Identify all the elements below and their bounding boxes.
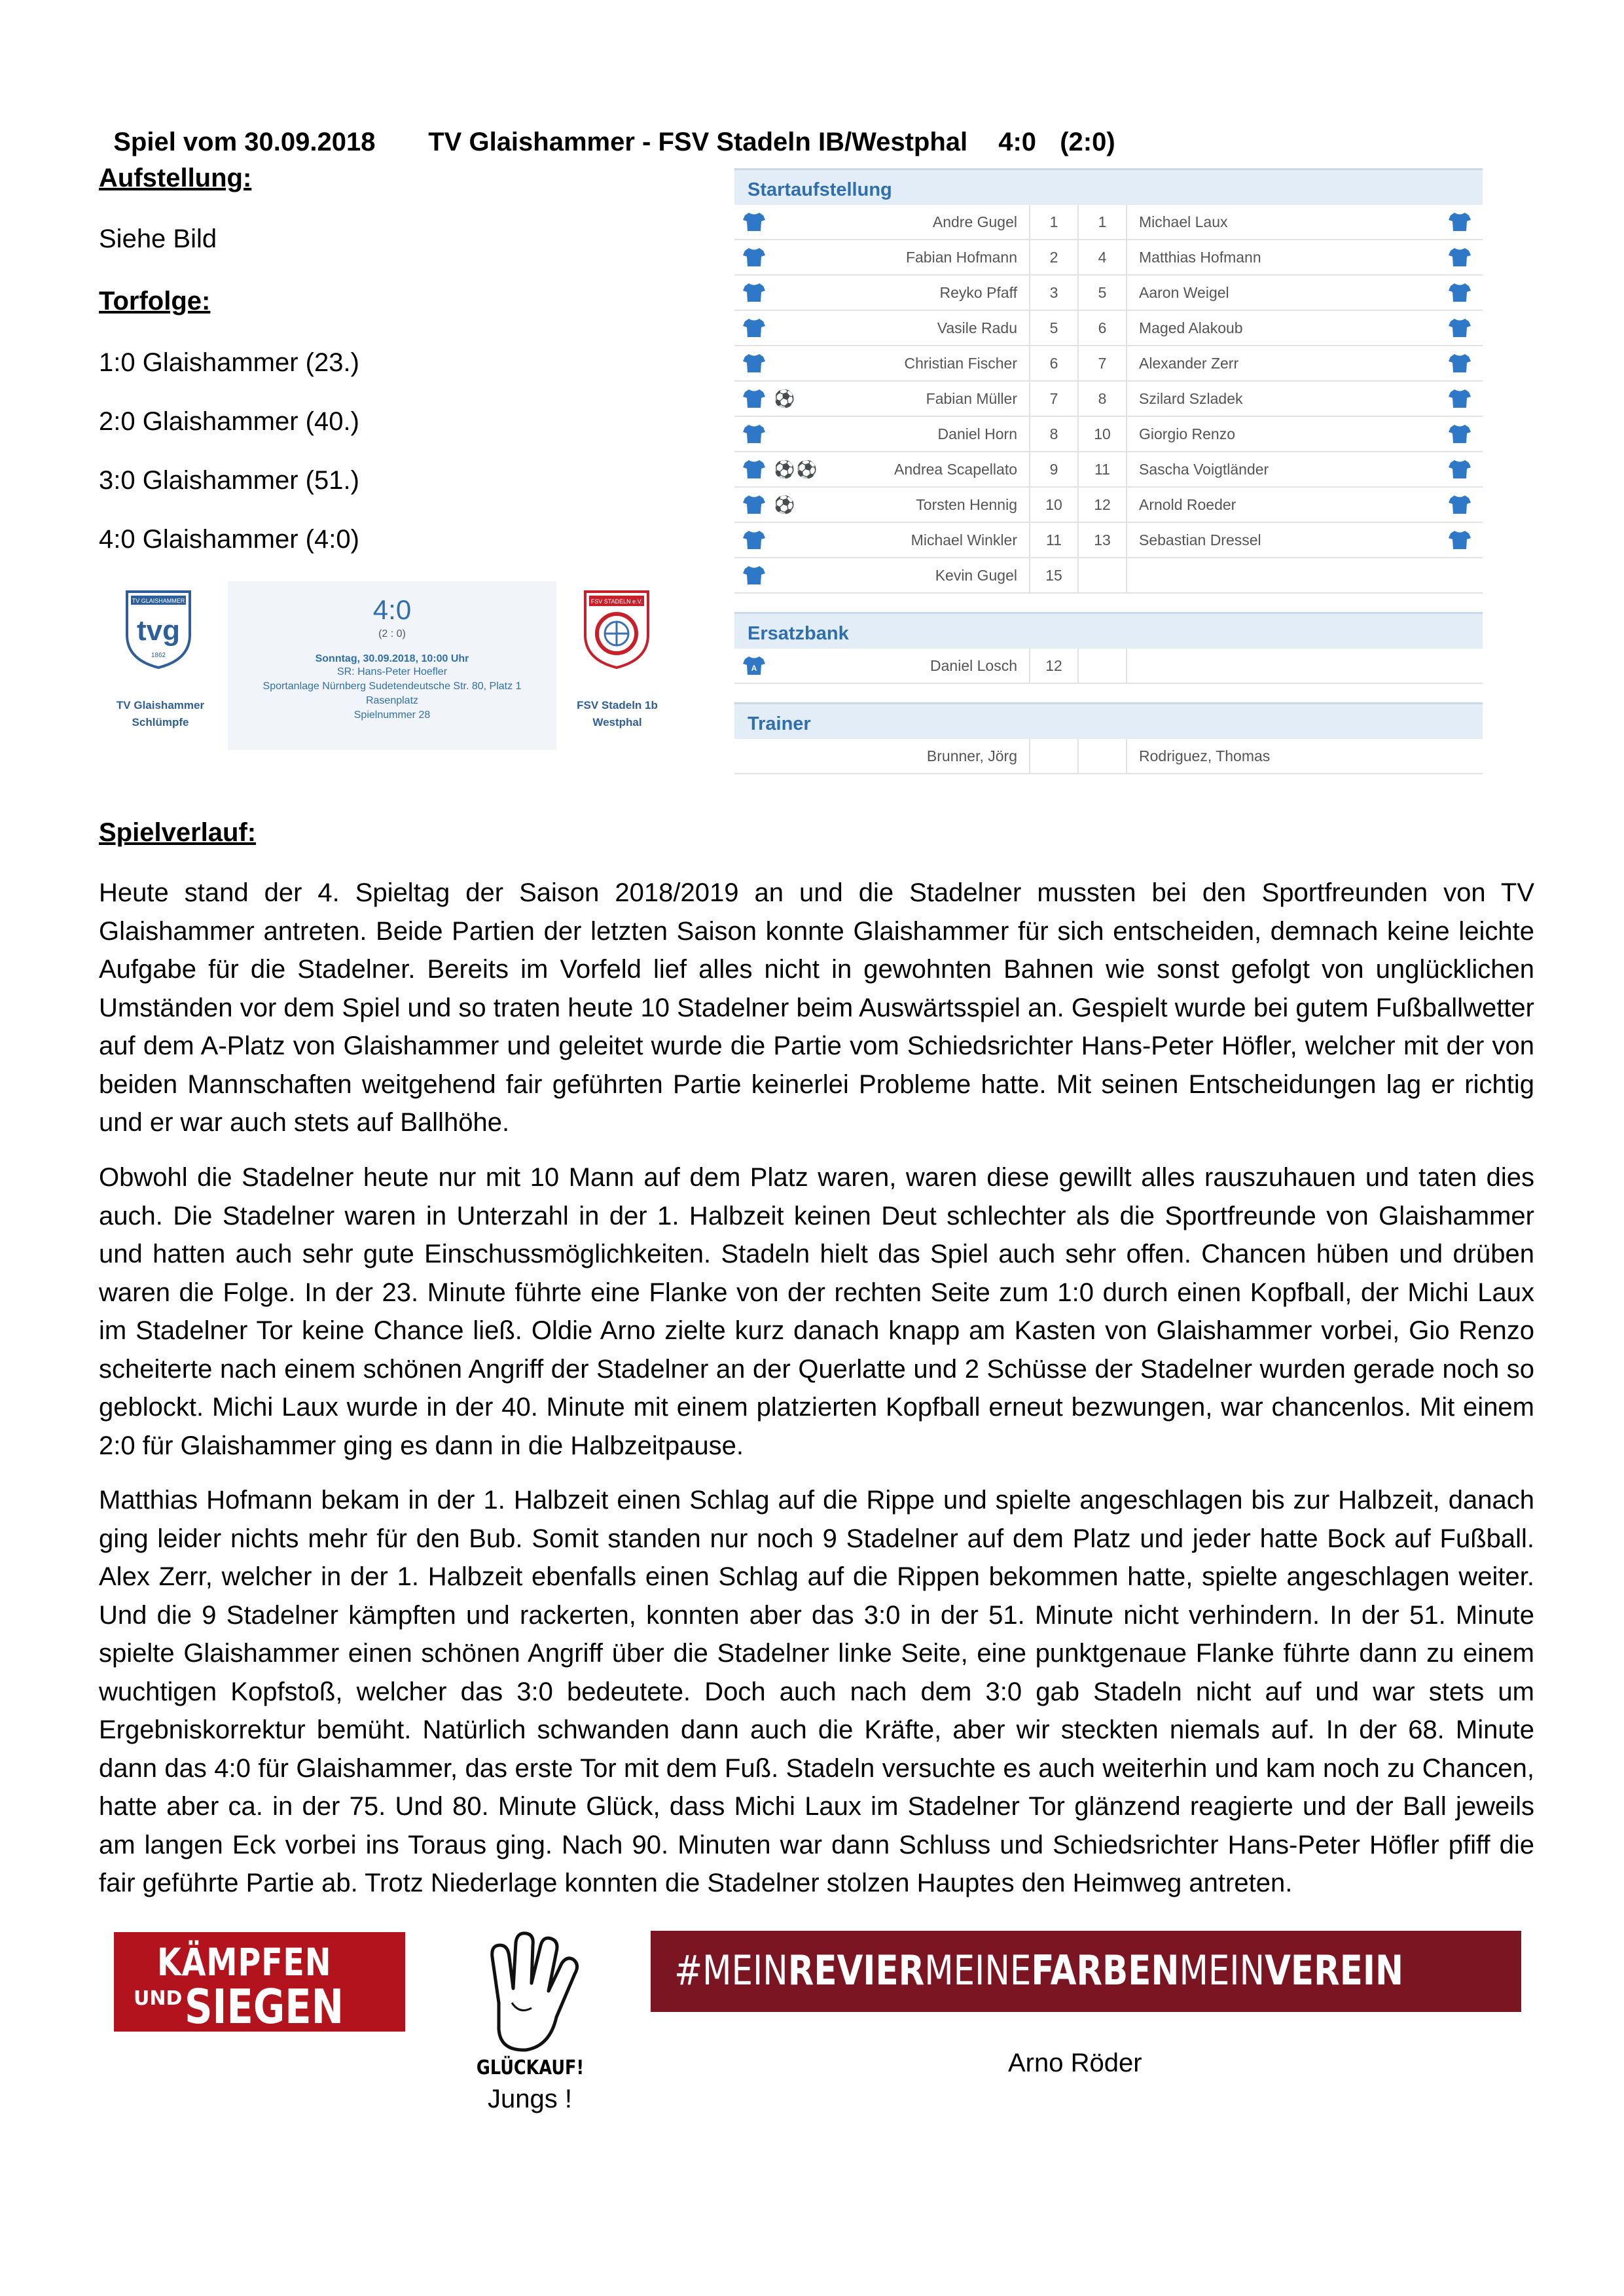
jersey-icon: [1437, 529, 1483, 550]
lineup-row: [734, 346, 1483, 382]
away-player-name: Maged Alakoub: [1126, 311, 1437, 345]
lineup-row: [734, 205, 1483, 240]
home-team-name: TV Glaishammer Schlümpfe: [116, 699, 205, 728]
hashtag-banner: [651, 1931, 1521, 2012]
away-player-number: 10: [1077, 417, 1126, 451]
match-card-referee: SR: Hans-Peter Hoefler: [336, 666, 448, 677]
away-player-name: Giorgio Renzo: [1126, 417, 1437, 451]
goal-item: 3:0 Glaishammer (51.): [99, 466, 359, 495]
author-name: Arno Röder: [1008, 2049, 1142, 2077]
lineup-row: [734, 558, 1483, 594]
match-card-date: Sonntag, 30.09.2018, 10:00 Uhr: [315, 653, 469, 664]
jersey-icon: [734, 529, 774, 550]
kaempfen-und-siegen-banner: KÄMPFEN UND SIEGEN: [114, 1932, 405, 2032]
jersey-icon: [734, 494, 774, 515]
match-info-box: [228, 581, 556, 750]
away-player-number: 1: [1077, 205, 1126, 239]
lineup-row: [734, 488, 1483, 523]
home-player-number: 1: [1029, 205, 1077, 239]
away-player-name: Arnold Roeder: [1126, 488, 1437, 522]
away-trainer: Rodriguez, Thomas: [1126, 739, 1483, 773]
home-trainer: Brunner, Jörg: [926, 747, 1017, 764]
away-player-number: 7: [1077, 346, 1126, 380]
away-player-number: 6: [1077, 311, 1126, 345]
jungs-text: Jungs !: [488, 2085, 572, 2113]
home-player-number: 2: [1029, 240, 1077, 274]
jersey-icon: [734, 459, 774, 480]
goal-ball-icon: ⚽: [774, 494, 795, 514]
jersey-icon: [734, 211, 774, 232]
match-card-surface: Rasenplatz: [365, 695, 419, 706]
away-logo-top-text: FSV STADELN e.V.: [590, 598, 643, 605]
home-player-name: Andrea Scapellato: [894, 460, 1017, 478]
away-player-number: 5: [1077, 276, 1126, 310]
home-player-name: Michael Winkler: [911, 531, 1017, 548]
away-player-name: Aaron Weigel: [1126, 276, 1437, 310]
report-header: [99, 98, 1115, 157]
goal-markers: [774, 389, 833, 409]
away-player-name: Matthias Hofmann: [1126, 240, 1437, 274]
jersey-icon: [1437, 247, 1483, 268]
torfolge-heading: Torfolge:: [99, 287, 211, 315]
aufstellung-text: Siehe Bild: [99, 224, 217, 253]
away-player-name: Sascha Voigtländer: [1126, 452, 1437, 486]
bench-player-name: Daniel Losch: [930, 656, 1017, 674]
goal-ball-icon: ⚽: [774, 388, 795, 408]
lineup-row: [734, 240, 1483, 276]
home-player-number: 8: [1029, 417, 1077, 451]
home-logo-top-text: TV GLAISHAMMER: [132, 598, 185, 604]
jersey-icon: [734, 282, 774, 303]
home-logo-year: 1862: [151, 652, 166, 659]
match-halftime: (2:0): [1060, 128, 1115, 156]
jersey-icon: [734, 388, 774, 409]
away-player-name: Szilard Szladek: [1126, 382, 1437, 416]
report-paragraph: Obwohl die Stadelner heute nur mit 10 Mann auf dem Platz waren, waren diese gewillt alles rauszuhauen und taten dies auch. Die Stadelner waren in Unterzahl in der 1. Halbzeit keinen Deut schlechter als die Sportfreunde von Glaishammer und hatten auch sehr gute Einschussmöglichkeiten. Stadeln hielt das Spiel auch sehr offen. Chancen hüben und drüben waren die Folge. In der 23. Minute führte eine Flanke von der rechten Seite zum 1:0 durch einen Kopfball, der Michi Laux im Stadelner Tor keine Chance ließ. Oldie Arno zielte kurz danach knapp am Kasten von Glaishammer vorbei, Gio Renzo scheiterte nach einem schönen Angriff der Stadelner an der Querlatte und 2 Schüsse der Stadelner wurden gerade noch so geblockt. Michi Laux wurde in der 40. Minute mit einem platzierten Kopfball erneut bezwungen, war chancenlos. Mit einem 2:0 für Glaishammer ging es dann in die Halbzeitpause.: [99, 1163, 1534, 1460]
goal-item: 4:0 Glaishammer (4:0): [99, 525, 359, 554]
bench-player-number: 12: [1029, 649, 1077, 683]
jersey-icon: [1437, 317, 1483, 338]
home-player-number: 9: [1029, 452, 1077, 486]
svg-text:A: A: [751, 664, 757, 673]
away-club-logo: [583, 589, 651, 670]
lineup-row: [734, 452, 1483, 488]
match-card-venue: Sportanlage Nürnberg Sudetendeutsche Str. 80, Platz 1: [262, 681, 522, 692]
home-player-number: 5: [1029, 311, 1077, 345]
report-paragraph: Heute stand der 4. Spieltag der Saison 2018/2019 an und die Stadelner mussten bei den Sportfreunden von TV Glaishammer antreten. Beide Partien der letzten Saison konnte Glaishammer für sich entscheiden, demnach keine leichte Aufgabe für die Stadelner. Bereits im Vorfeld lief alles nicht in gewohnten Bahnen wie sonst gefolgt von unglücklichen Umständen vor dem Spiel und so traten heute 10 Stadelner beim Auswärtsspiel an. Gespielt wurde bei gutem Fußballwetter auf dem A-Platz von Glaishammer und geleitet wurde die Partie vom Schiedsrichter Hans-Peter Höfler, welcher mit der von beiden Mannschaften weitgehend fair geführten Partie keinerlei Probleme hatte. Mit seinen Entscheidungen lag er richtig und er war auch stets auf Ballhöhe.: [99, 878, 1534, 1137]
home-player-number: 11: [1029, 523, 1077, 557]
hashtag-text: #MEINREVIERMEINEFARBENMEINVEREIN: [674, 1946, 1404, 1994]
home-player-name: Daniel Horn: [937, 425, 1017, 442]
hand-icon: [473, 1931, 590, 2062]
away-player-name: Sebastian Dressel: [1126, 523, 1437, 557]
home-player-number: 15: [1029, 558, 1077, 592]
goal-ball-icon: ⚽: [796, 459, 818, 479]
home-player-number: 3: [1029, 276, 1077, 310]
lineup-row: [734, 276, 1483, 311]
lineup-table: [734, 168, 1483, 774]
match-score: 4:0: [998, 128, 1037, 156]
home-player-name: Vasile Radu: [937, 319, 1017, 336]
match-card-game-number: Spielnummer 28: [353, 709, 431, 721]
match-date: Spiel vom 30.09.2018: [113, 128, 376, 156]
goal-ball-icon: ⚽: [774, 459, 795, 479]
home-player-number: 10: [1029, 488, 1077, 522]
away-player-number: 11: [1077, 452, 1126, 486]
jersey-icon: [1437, 282, 1483, 303]
lineup-trainer-title: Trainer: [734, 702, 1483, 739]
home-player-name: Andre Gugel: [932, 213, 1017, 230]
bench-row: [734, 649, 1483, 684]
jersey-icon: [1437, 388, 1483, 409]
home-player-name: Fabian Müller: [926, 389, 1017, 407]
aufstellung-heading: Aufstellung:: [99, 164, 252, 192]
goal-item: 1:0 Glaishammer (23.): [99, 348, 359, 377]
jersey-icon: [1437, 211, 1483, 232]
jersey-icon: [1437, 353, 1483, 374]
home-player-number: 6: [1029, 346, 1077, 380]
match-card-score: 4:0: [372, 594, 412, 625]
home-logo-text: tvg: [137, 615, 180, 647]
home-player-name: Fabian Hofmann: [905, 248, 1017, 266]
spielverlauf-heading: Spielverlauf:: [99, 818, 257, 847]
goal-markers: [774, 459, 833, 480]
lineup-row: [734, 417, 1483, 452]
report-paragraph: Matthias Hofmann bekam in der 1. Halbzeit einen Schlag auf die Rippe und spielte angeschlagen bis zur Halbzeit, danach ging leider nichts mehr für den Bub. Somit standen nur noch 9 Stadelner auf dem Platz und jeder hatte Bock auf Fußball. Alex Zerr, welcher in der 1. Halbzeit ebenfalls einen Schlag auf die Rippen bekommen hatte, spielte angeschlagen weiter. Und die 9 Stadelner kämpften und rackerten, konnten aber das 3:0 in der 51. Minute nicht verhindern. In der 51. Minute spielte Glaishammer einen schönen Angriff über die Stadelner linke Seite, eine punktgenaue Flanke führte dann zu einem wuchtigen Kopfstoß, welcher das 3:0 bedeutete. Doch auch nach dem 3:0 gab Stadeln nicht auf und war stets um Ergebniskorrektur bemüht. Natürlich schwanden dann auch die Kräfte, aber wir steckten niemals auf. In der 68. Minute dann das 4:0 für Glaishammer, das erste Tor mit dem Fuß. Stadeln versuchte es auch weiterhin und kam noch zu Chancen, hatte aber ca. in der 75. Und 80. Minute Glück, dass Michi Laux im Stadelner Tor glänzend reagierte und der Ball jeweils am langen Eck vorbei ins Toraus ging. Nach 90. Minuten war dann Schluss und Schiedsrichter Hans-Peter Höfler pfiff die fair geführte Partie ab. Trotz Niederlage konnten die Stadelner stolzen Hauptes den Heimweg antreten.: [99, 1486, 1534, 1897]
home-player-name: Torsten Hennig: [916, 495, 1017, 513]
lineup-start-title: Startaufstellung: [734, 168, 1483, 205]
away-player-number: [1077, 558, 1126, 592]
match-teams: TV Glaishammer - FSV Stadeln IB/Westphal: [428, 128, 968, 156]
home-club-logo: [124, 589, 192, 670]
jersey-icon: [734, 655, 774, 676]
jersey-icon: [734, 353, 774, 374]
away-player-name: [1126, 558, 1437, 592]
lineup-row: [734, 523, 1483, 558]
away-player-number: 13: [1077, 523, 1126, 557]
home-player-name: Christian Fischer: [904, 354, 1017, 372]
away-player-number: 12: [1077, 488, 1126, 522]
away-team-name: FSV Stadeln 1b Westphal: [577, 699, 658, 728]
glueckauf-text: GLÜCKAUF!: [476, 2056, 585, 2079]
jersey-icon: [734, 317, 774, 338]
home-player-number: 7: [1029, 382, 1077, 416]
home-player-name: Reyko Pfaff: [939, 283, 1017, 301]
jersey-icon: [1437, 459, 1483, 480]
goal-item: 2:0 Glaishammer (40.): [99, 407, 359, 436]
home-player-name: Kevin Gugel: [935, 566, 1017, 584]
goal-markers: [774, 495, 833, 515]
away-player-name: Michael Laux: [1126, 205, 1437, 239]
lineup-rows: [734, 205, 1483, 594]
away-player-number: 8: [1077, 382, 1126, 416]
match-card-halftime: (2 : 0): [378, 628, 406, 639]
away-player-number: 4: [1077, 240, 1126, 274]
lineup-row: [734, 382, 1483, 417]
jersey-icon: [1437, 423, 1483, 444]
lineup-bench-title: Ersatzbank: [734, 612, 1483, 649]
lineup-row: [734, 311, 1483, 346]
away-player-name: Alexander Zerr: [1126, 346, 1437, 380]
jersey-icon: [734, 247, 774, 268]
trainer-row: [734, 739, 1483, 774]
jersey-icon: [734, 423, 774, 444]
jersey-icon: [734, 565, 774, 586]
jersey-icon: [1437, 494, 1483, 515]
